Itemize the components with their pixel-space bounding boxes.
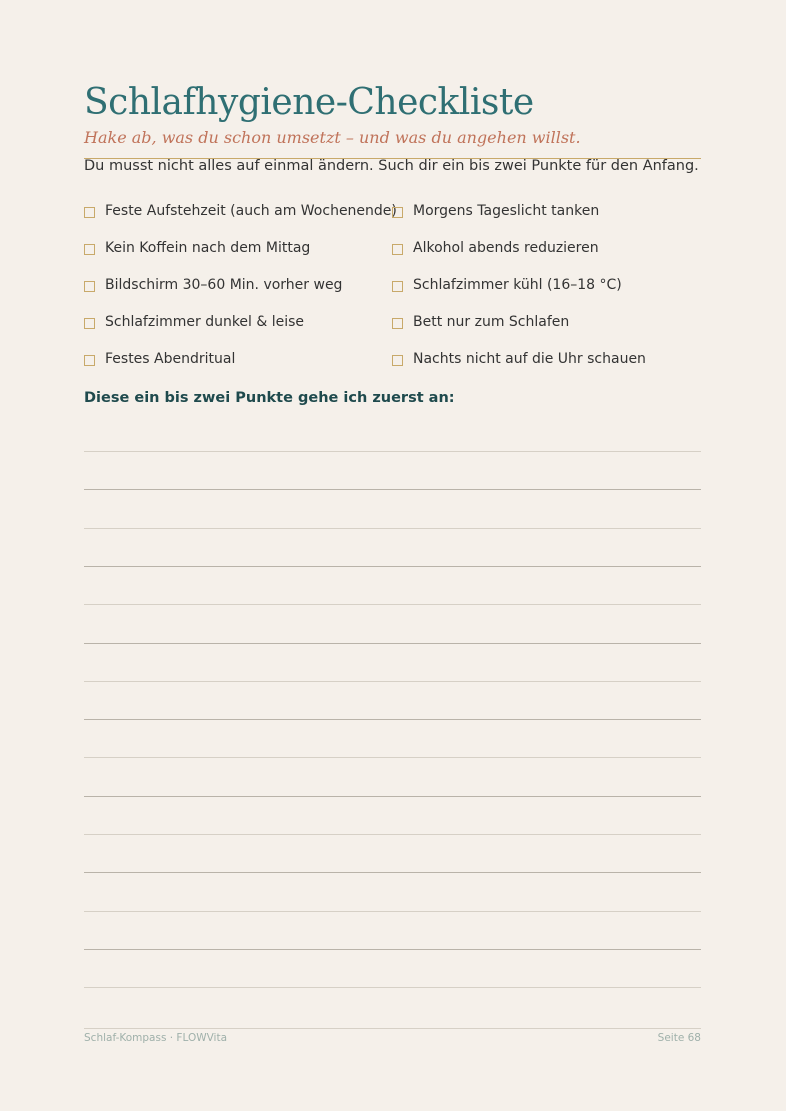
checklist-row <box>84 277 701 314</box>
checklist-item-label: Nachts nicht auf die Uhr schauen <box>413 351 646 367</box>
checkbox[interactable] <box>84 318 95 329</box>
checklist-item-label: Bildschirm 30–60 Min. vorher weg <box>105 277 343 293</box>
writing-line <box>84 796 701 797</box>
checklist-item[interactable] <box>392 240 701 277</box>
checklist-item[interactable] <box>392 314 701 351</box>
checklist-item[interactable] <box>392 351 701 388</box>
writing-line <box>84 911 701 912</box>
checklist-item[interactable] <box>84 314 392 351</box>
checklist-row <box>84 240 701 277</box>
writing-line <box>84 949 701 950</box>
checklist-item-label: Alkohol abends reduzieren <box>413 240 599 256</box>
checklist-item[interactable] <box>84 277 392 314</box>
checklist-item[interactable] <box>84 351 392 388</box>
checklist-item[interactable] <box>84 203 397 240</box>
footer-book-title: Schlaf-Kompass · FLOWVita <box>84 1032 228 1044</box>
checklist-item-label: Festes Abendritual <box>105 351 236 367</box>
checkbox[interactable] <box>392 355 403 366</box>
intro-text: Du musst nicht alles auf einmal ändern. Such dir ein bis zwei Punkte für den Anfang. <box>84 158 699 174</box>
writing-prompt: Diese ein bis zwei Punkte gehe ich zuerst an: <box>84 390 455 406</box>
writing-line <box>84 489 701 490</box>
page-title: Schlafhygiene-Checkliste <box>84 82 534 123</box>
writing-line <box>84 719 701 720</box>
checklist-row <box>84 203 701 240</box>
checkbox[interactable] <box>84 281 95 292</box>
page-subtitle: Hake ab, was du schon umsetzt – und was du angehen willst. <box>84 128 581 147</box>
footer-page-number: Seite 68 <box>657 1032 701 1044</box>
checklist-item-label: Kein Koffein nach dem Mittag <box>105 240 311 256</box>
writing-line <box>84 681 701 682</box>
checkbox[interactable] <box>392 207 403 218</box>
writing-line <box>84 643 701 644</box>
checkbox[interactable] <box>392 281 403 292</box>
checklist-item-label: Schlafzimmer kühl (16–18 °C) <box>413 277 622 293</box>
checklist-item-label: Feste Aufstehzeit (auch am Wochenende) <box>105 203 397 219</box>
writing-line <box>84 604 701 605</box>
checklist-row <box>84 351 701 388</box>
writing-line <box>84 834 701 835</box>
checklist-item[interactable] <box>84 240 392 277</box>
writing-line <box>84 566 701 567</box>
writing-line <box>84 987 701 988</box>
footer-divider <box>84 1028 701 1029</box>
checklist-item-label: Schlafzimmer dunkel & leise <box>105 314 305 330</box>
checkbox[interactable] <box>84 207 95 218</box>
checklist-item[interactable] <box>392 277 701 314</box>
checklist-item-label: Morgens Tageslicht tanken <box>413 203 600 219</box>
writing-line <box>84 451 701 452</box>
checklist-item-label: Bett nur zum Schlafen <box>413 314 570 330</box>
checkbox[interactable] <box>392 244 403 255</box>
writing-line <box>84 757 701 758</box>
worksheet-page <box>84 0 701 1111</box>
checkbox[interactable] <box>392 318 403 329</box>
checklist-item[interactable] <box>392 203 701 240</box>
writing-line <box>84 528 701 529</box>
checkbox[interactable] <box>84 355 95 366</box>
checklist <box>84 203 701 388</box>
checklist-row <box>84 314 701 351</box>
checkbox[interactable] <box>84 244 95 255</box>
writing-line <box>84 872 701 873</box>
